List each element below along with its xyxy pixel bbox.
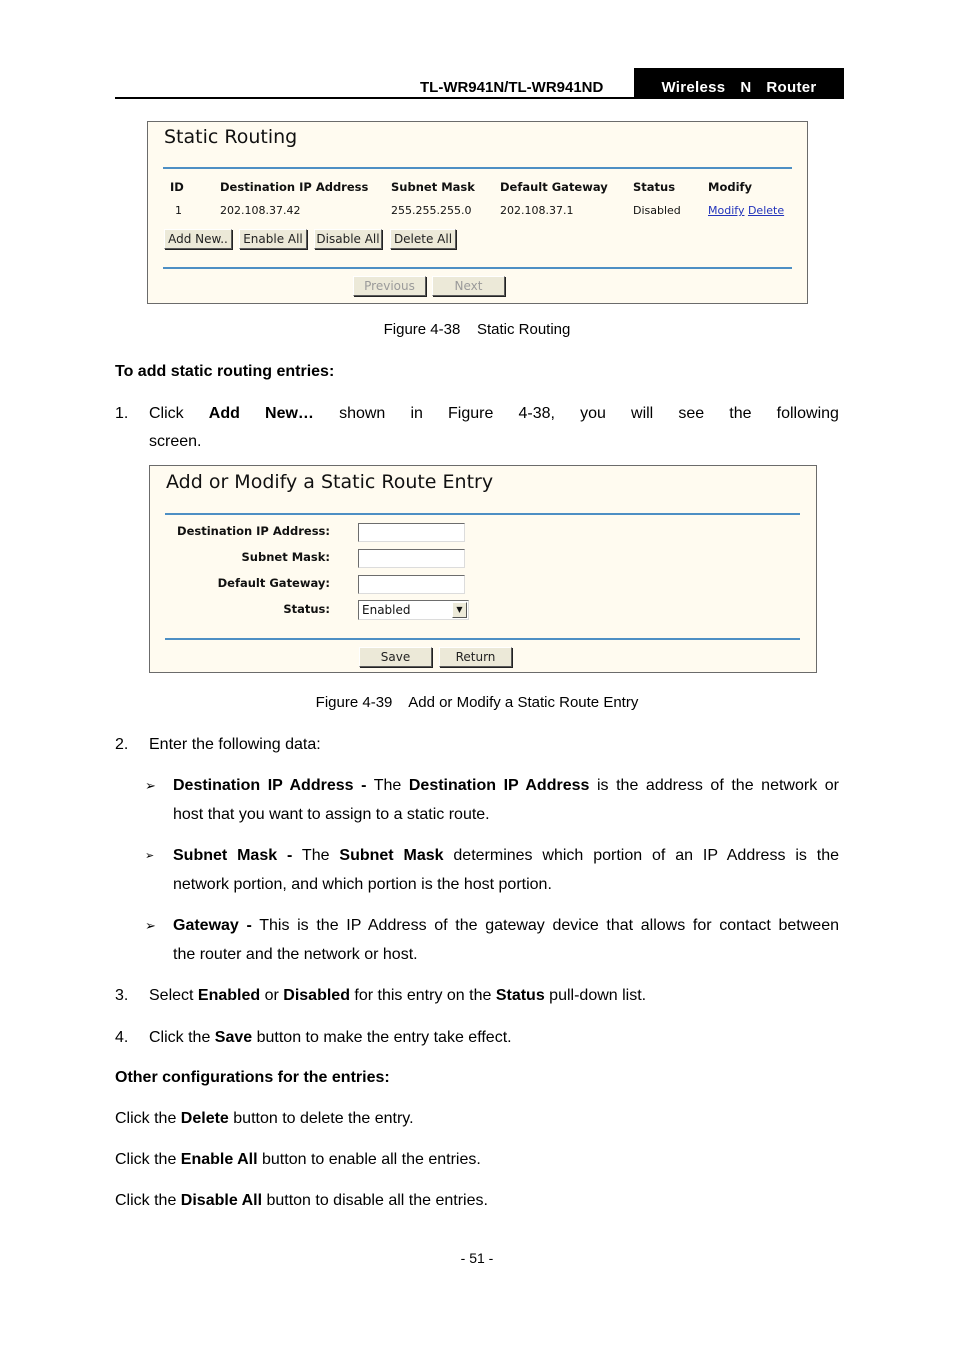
panel-bottom-rule: [163, 267, 792, 269]
status-select[interactable]: [358, 600, 469, 620]
bullet2-text2: determines which portion of an IP Address is the: [443, 847, 840, 864]
enable-all-button[interactable]: Enable All: [239, 229, 307, 249]
bullet2-line2: network portion, and which portion is the host portion.: [173, 876, 552, 893]
col-header-id: ID: [170, 180, 184, 194]
bullet2-text: The: [292, 847, 340, 864]
status-selected-value: Enabled: [362, 603, 411, 617]
step1-word: will: [631, 405, 654, 422]
previous-button[interactable]: Previous: [353, 276, 426, 296]
header-model: TL-WR941N/TL-WR941ND: [420, 79, 604, 96]
other-delete-text: Click the Delete button to delete the entry.: [115, 1110, 414, 1127]
bullet1-text: The: [366, 777, 409, 794]
bullet3-line2: the router and the network or host.: [173, 946, 418, 963]
step1-word: the: [729, 405, 752, 422]
step1-word: see: [678, 405, 705, 422]
other-disable-all-text: Click the Disable All button to disable all the entries.: [115, 1192, 488, 1209]
static-routing-title: Static Routing: [164, 126, 298, 148]
step1-word: shown: [339, 405, 386, 422]
delete-link[interactable]: Delete: [747, 204, 785, 217]
bullet1-term: Destination IP Address -: [173, 777, 367, 794]
disable-all-button[interactable]: Disable All: [314, 229, 382, 249]
step1-word: Figure: [448, 405, 494, 422]
bullet3-term: Gateway -: [173, 917, 252, 934]
bullet3-text: This is the IP Address of the gateway device that allows for contact between: [251, 917, 840, 934]
step1-line1: [149, 399, 839, 428]
bullet2-term: Subnet Mask -: [173, 847, 293, 864]
step1-word-new: New…: [265, 405, 314, 422]
col-header-status: Status: [633, 180, 676, 194]
page-number: - 51 -: [460, 1250, 494, 1266]
return-button[interactable]: Return: [439, 647, 512, 667]
step4-text: Click the Save button to make the entry take effect.: [149, 1029, 512, 1046]
row-status: Disabled: [633, 204, 681, 217]
step3-number: 3.: [115, 987, 129, 1004]
row-destination: 202.108.37.42: [220, 204, 301, 217]
panel-bottom-rule: [165, 638, 800, 640]
bullet-arrow-icon: ➢: [145, 918, 156, 933]
row-id: 1: [175, 204, 182, 217]
bullet2-term2: Subnet Mask: [339, 847, 444, 864]
bullet-arrow-icon: ➢: [145, 850, 155, 862]
header-rule: [115, 97, 844, 99]
step2-number: 2.: [115, 736, 129, 753]
delete-all-button[interactable]: Delete All: [390, 229, 456, 249]
dest-ip-label: Destination IP Address:: [177, 524, 330, 538]
bullet1-line1: [173, 771, 839, 800]
heading-other-configurations: Other configurations for the entries:: [115, 1069, 390, 1086]
col-header-gateway: Default Gateway: [500, 180, 608, 194]
save-button[interactable]: Save: [359, 647, 432, 667]
dest-ip-input[interactable]: [358, 523, 465, 542]
add-modify-title: Add or Modify a Static Route Entry: [166, 471, 494, 493]
figure-38-caption: Figure 4-38 Static Routing: [383, 321, 571, 338]
next-button[interactable]: Next: [432, 276, 505, 296]
bullet2-line1: [173, 841, 839, 870]
subnet-mask-label: Subnet Mask:: [241, 550, 330, 564]
col-header-subnet-mask: Subnet Mask: [391, 180, 475, 194]
step1-word: 4-38,: [518, 405, 555, 422]
step3-text: Select Enabled or Disabled for this entry on the Status pull-down list.: [149, 987, 647, 1004]
status-label: Status:: [283, 602, 330, 616]
step1-word: in: [410, 405, 423, 422]
add-new-button[interactable]: Add New..: [164, 229, 232, 249]
step1-line2: screen.: [149, 433, 202, 450]
bullet1-text2: is the address of the network or: [589, 777, 840, 794]
bullet1-line2: host that you want to assign to a static route.: [173, 806, 490, 823]
bullet3-line1: [173, 911, 839, 940]
panel-top-rule: [163, 167, 792, 169]
modify-link[interactable]: Modify: [708, 204, 745, 217]
step4-number: 4.: [115, 1029, 129, 1046]
panel-top-rule: [165, 513, 800, 515]
row-subnet-mask: 255.255.255.0: [391, 204, 472, 217]
row-modify-cell: [708, 204, 784, 217]
bullet1-term2: Destination IP Address: [408, 777, 590, 794]
row-gateway: 202.108.37.1: [500, 204, 574, 217]
bullet-arrow-icon: ➢: [145, 778, 156, 793]
step1-word-click: Click: [149, 405, 184, 422]
col-header-destination: Destination IP Address: [220, 180, 369, 194]
add-modify-route-panel: [149, 465, 817, 673]
header-product-tag: Wireless N Router: [634, 68, 844, 99]
static-routing-panel: [147, 121, 808, 304]
step1-word-add: Add: [208, 405, 240, 422]
col-header-modify: Modify: [708, 180, 753, 194]
heading-add-entries: To add static routing entries:: [115, 363, 335, 380]
subnet-mask-input[interactable]: [358, 549, 465, 568]
step2-text: Enter the following data:: [149, 736, 321, 753]
step1-word: following: [776, 405, 839, 422]
chevron-down-icon[interactable]: ▼: [452, 602, 467, 618]
figure-39-caption: Figure 4-39 Add or Modify a Static Route Entry: [315, 694, 639, 711]
step1-word: you: [580, 405, 606, 422]
default-gateway-input[interactable]: [358, 575, 465, 594]
step1-number: 1.: [115, 405, 129, 422]
default-gateway-label: Default Gateway:: [217, 576, 330, 590]
other-enable-all-text: Click the Enable All button to enable all the entries.: [115, 1151, 481, 1168]
